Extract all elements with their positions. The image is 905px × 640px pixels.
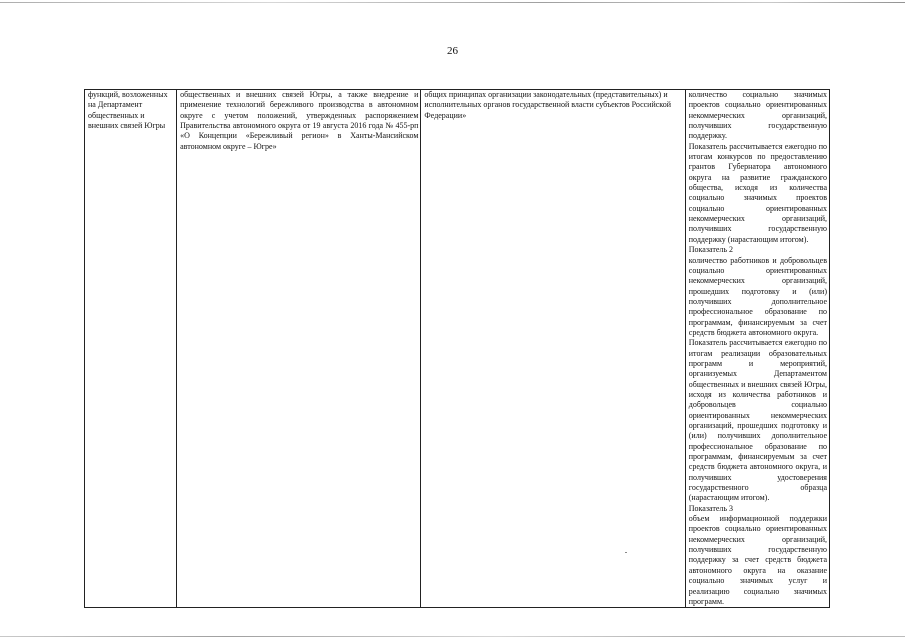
cell-indicators: количество социально значимых проектов социально ориентированных некоммерческих организаций, получивших государственную поддержку. Показатель рассчитывается ежегодно по итогам конкурсов по предоставлению грантов Губернатора автономного округа на развитие гражданского общества, исходя из количества социально значимых проектов социально ориентированных некоммерческих организаций, получивших государственную поддержку (нарастающим итогом). Показатель 2 количество работников и добровольцев социально ориентированных некоммерческих организаций, прошедших подготовку и (или) получивших дополнительное профессиональное образование по программам, финансируемым за счет средств бюджета автономного округа. Показатель рассчитывается ежегодно по итогам реализации образовательных программ и мероприятий, организуемых Департаментом общественных и внешних связей Югры, исходя из количества работников и добровольцев социально ориентированных некоммерческих организаций, прошедших подготовку и (или) получивших дополнительное профессиональное образование по программам, финансируемым за счет средств бюджета автономного округа, и получивших удостоверения государственного образца (нарастающим итогом). Показатель 3 объем информационной поддержки проектов социально ориентированных некоммерческих организаций, получивших государственную поддержку за счет средств бюджета автономного округа на оказание социально значимых услуг и реализацию социально значимых программ. xyxy=(685,90,829,608)
page-number: 26 xyxy=(447,45,458,57)
scan-edge-bottom xyxy=(0,636,905,637)
cell-legal-basis: общих принципах организации законодательных (представительных) и исполнительных органов государственной власти субъектов Российской Федерации» xyxy=(421,90,685,608)
scan-edge-top xyxy=(0,2,905,3)
cell-executor: функций, возложенных на Департамент общественных и внешних связей Югры xyxy=(85,90,177,608)
cell-description: общественных и внешних связей Югры, а также внедрение и применение технологий бережливого производства в автономном округе с учетом положений, утвержденных распоряжением Правительства автономного округа от 19 августа 2016 года № 455-рп «О Концепции «Бережливый регион» в Ханты-Мансийском автономном округе – Югре» xyxy=(177,90,421,608)
document-table xyxy=(84,89,830,608)
table-row xyxy=(85,90,830,608)
scan-speck xyxy=(625,552,627,553)
